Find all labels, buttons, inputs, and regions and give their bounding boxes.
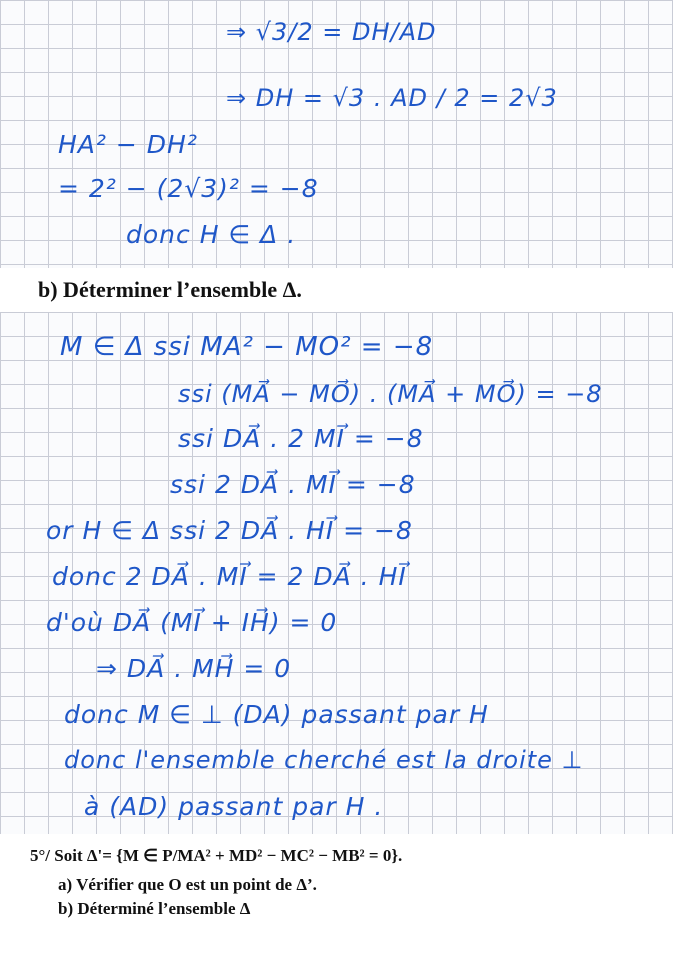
upper-work-line-5: donc H ∈ Δ . [126, 220, 297, 249]
part-b-line-11: à (AD) passant par H . [84, 792, 384, 821]
exercise-5-statement: 5°/ Soit Δ'= {M ∈ P/MA² + MD² − MC² − MB² = 0}. [30, 846, 403, 865]
part-b-line-1: M ∈ Δ ssi MA² − MO² = −8 [60, 332, 434, 362]
part-b-line-2: ssi (MA⃗ − MO⃗) . (MA⃗ + MO⃗) = −8 [178, 380, 603, 408]
exercise-5-item-b: b) Déterminé l’ensemble Δ [58, 899, 251, 918]
part-b-line-5: or H ∈ Δ ssi 2 DA⃗ . HI⃗ = −8 [46, 516, 413, 545]
part-b-line-3: ssi DA⃗ . 2 MI⃗ = −8 [178, 424, 424, 453]
upper-work-line-2: ⇒ DH = √3 . AD / 2 = 2√3 [226, 84, 558, 112]
exercise-5-item-a: a) Vérifier que O est un point de Δ’. [58, 875, 317, 894]
part-b-line-4: ssi 2 DA⃗ . MI⃗ = −8 [170, 470, 416, 499]
part-b-line-6: donc 2 DA⃗ . MI⃗ = 2 DA⃗ . HI⃗ [52, 562, 407, 591]
part-b-line-7: d'où DA⃗ (MI⃗ + IH⃗) = 0 [46, 608, 338, 637]
part-b-heading: b) Déterminer l’ensemble Δ. [38, 277, 302, 302]
part-b-line-9: donc M ∈ ⊥ (DA) passant par H [64, 700, 489, 729]
part-b-line-10: donc l'ensemble cherché est la droite ⊥ [64, 746, 584, 774]
upper-work-line-3: HA² − DH² [58, 130, 198, 159]
part-b-line-8: ⇒ DA⃗ . MH⃗ = 0 [96, 654, 292, 683]
upper-work-line-1: ⇒ √3/2 = DH/AD [226, 18, 437, 46]
upper-work-line-4: = 2² − (2√3)² = −8 [58, 174, 319, 203]
